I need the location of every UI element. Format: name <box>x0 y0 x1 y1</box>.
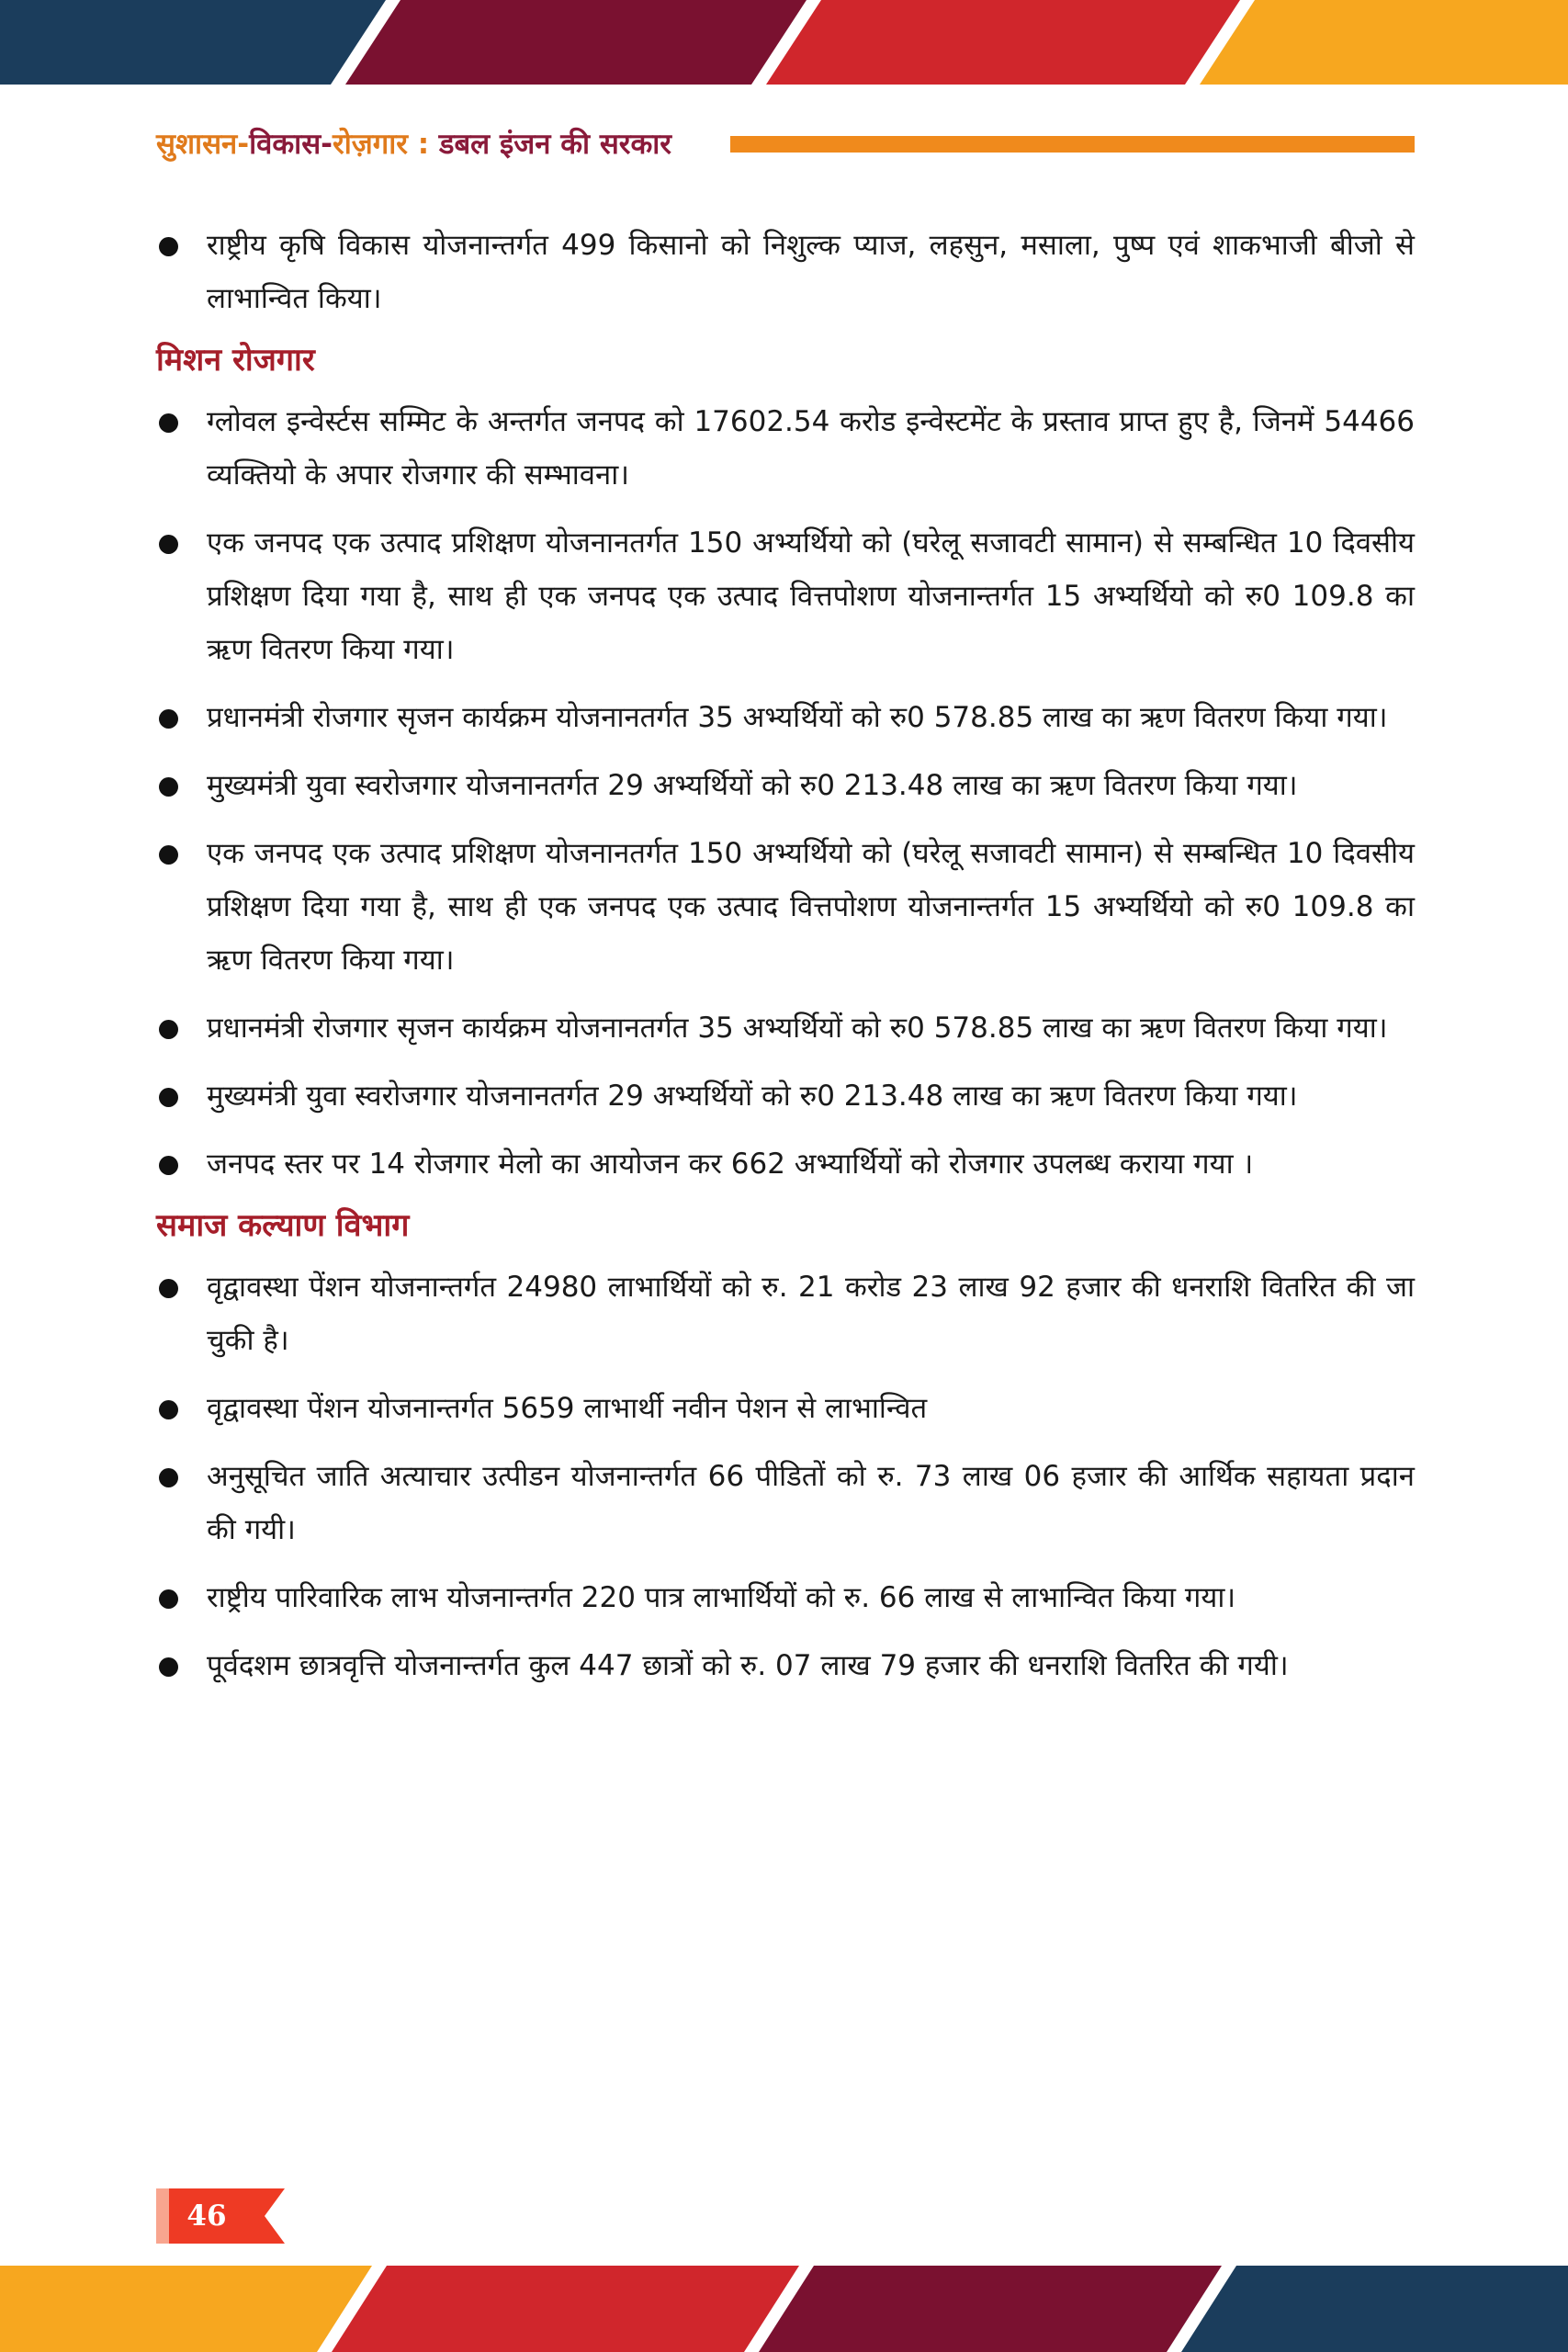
main-content <box>156 219 1415 1707</box>
section-list-mission-rozgar <box>156 395 1415 1191</box>
list-item: अनुसूचित जाति अत्याचार उत्पीडन योजनान्तर्गत 66 पीडितों को रु. 73 लाख 06 हजार की आर्थिक सहायता प्रदान की गयी। <box>156 1450 1415 1556</box>
band-maroon <box>759 2266 1222 2352</box>
section-title-mission-rozgar: मिशन रोजगार <box>156 342 315 379</box>
band-red <box>766 0 1240 85</box>
list-item: एक जनपद एक उत्पाद प्रशिक्षण योजनानतर्गत 150 अभ्यर्थियो को (घरेलू सजावटी सामान) से सम्बन्धित 10 दिवसीय प्रशिक्षण दिया गया है, साथ ही एक जनपद एक उत्पाद वित्तपोशण योजनान्तर्गत 15 अभ्यर्थियो को रु0 109.8 का ऋण वितरण किया गया। <box>156 516 1415 676</box>
band-navy <box>1181 2266 1568 2352</box>
bullet-icon <box>159 709 178 729</box>
band-orange <box>1200 0 1568 85</box>
page-header <box>156 121 1415 167</box>
bullet-icon <box>159 1400 178 1419</box>
bullet-icon <box>159 1468 178 1487</box>
band-maroon <box>345 0 807 85</box>
top-decorative-band <box>0 0 1568 85</box>
list-item: वृद्वावस्था पेंशन योजनान्तर्गत 5659 लाभार्थी नवीन पेशन से लाभान्वित <box>156 1382 1415 1435</box>
list-item: प्रधानमंत्री रोजगार सृजन कार्यक्रम योजनानतर्गत 35 अभ्यर्थियों को रु0 578.85 लाख का ऋण वितरण किया गया। <box>156 691 1415 744</box>
bullet-icon <box>159 1589 178 1609</box>
header-rule <box>730 136 1415 153</box>
bottom-decorative-band <box>0 2266 1568 2352</box>
list-item: मुख्यमंत्री युवा स्वरोजगार योजनानतर्गत 29 अभ्यर्थियों को रु0 213.48 लाख का ऋण वितरण किया गया। <box>156 759 1415 812</box>
band-navy <box>0 0 386 85</box>
page-number: 46 <box>186 2199 227 2233</box>
list-item: राष्ट्रीय कृषि विकास योजनान्तर्गत 499 किसानो को निशुल्क प्याज, लहसुन, मसाला, पुष्प एवं शाकभाजी बीजो से लाभान्वित किया। <box>156 219 1415 325</box>
list-item: वृद्वावस्था पेंशन योजनान्तर्गत 24980 लाभार्थियों को रु. 21 करोड 23 लाख 92 हजार की धनराशि वितरित की जा चुकी है। <box>156 1261 1415 1367</box>
bullet-icon <box>159 1156 178 1175</box>
page-number-tab <box>156 2188 285 2244</box>
list-item: मुख्यमंत्री युवा स्वरोजगार योजनानतर्गत 29 अभ्यर्थियों को रु0 213.48 लाख का ऋण वितरण किया गया। <box>156 1069 1415 1123</box>
section-title-samaj-kalyan: समाज कल्याण विभाग <box>156 1207 410 1244</box>
bullet-icon <box>159 777 178 797</box>
header-title: सुशासन-विकास-रोज़गार : डबल इंजन की सरकार <box>156 128 671 161</box>
list-item: पूर्वदशम छात्रवृत्ति योजनान्तर्गत कुल 447 छात्रों को रु. 07 लाख 79 हजार की धनराशि वितरित की गयी। <box>156 1639 1415 1692</box>
bullet-icon <box>159 1657 178 1677</box>
list-item: प्रधानमंत्री रोजगार सृजन कार्यक्रम योजनानतर्गत 35 अभ्यर्थियों को रु0 578.85 लाख का ऋण वितरण किया गया। <box>156 1001 1415 1055</box>
bullet-icon <box>159 413 178 433</box>
bullet-icon <box>159 1279 178 1298</box>
section-list-samaj-kalyan <box>156 1261 1415 1692</box>
bullet-icon <box>159 1020 178 1039</box>
list-item: ग्लोवल इन्वेर्स्टस सम्मिट के अन्तर्गत जनपद को 17602.54 करोड इन्वेस्टमेंट के प्रस्ताव प्राप्त हुए है, जिनमें 54466 व्यक्तियो के अपार रोजगार की सम्भावना। <box>156 395 1415 502</box>
bullet-icon <box>159 237 178 256</box>
bullet-icon <box>159 1088 178 1107</box>
list-item: एक जनपद एक उत्पाद प्रशिक्षण योजनानतर्गत 150 अभ्यर्थियो को (घरेलू सजावटी सामान) से सम्बन्धित 10 दिवसीय प्रशिक्षण दिया गया है, साथ ही एक जनपद एक उत्पाद वित्तपोशण योजनान्तर्गत 15 अभ्यर्थियो को रु0 109.8 का ऋण वितरण किया गया। <box>156 827 1415 987</box>
band-red <box>332 2266 799 2352</box>
list-item: जनपद स्तर पर 14 रोजगार मेलो का आयोजन कर 662 अभ्यार्थियों को रोजगार उपलब्ध कराया गया । <box>156 1137 1415 1191</box>
band-orange <box>0 2266 372 2352</box>
bullet-icon <box>159 535 178 554</box>
list-item: राष्ट्रीय पारिवारिक लाभ योजनान्तर्गत 220 पात्र लाभार्थियों को रु. 66 लाख से लाभान्वित किया गया। <box>156 1571 1415 1624</box>
bullet-icon <box>159 845 178 865</box>
